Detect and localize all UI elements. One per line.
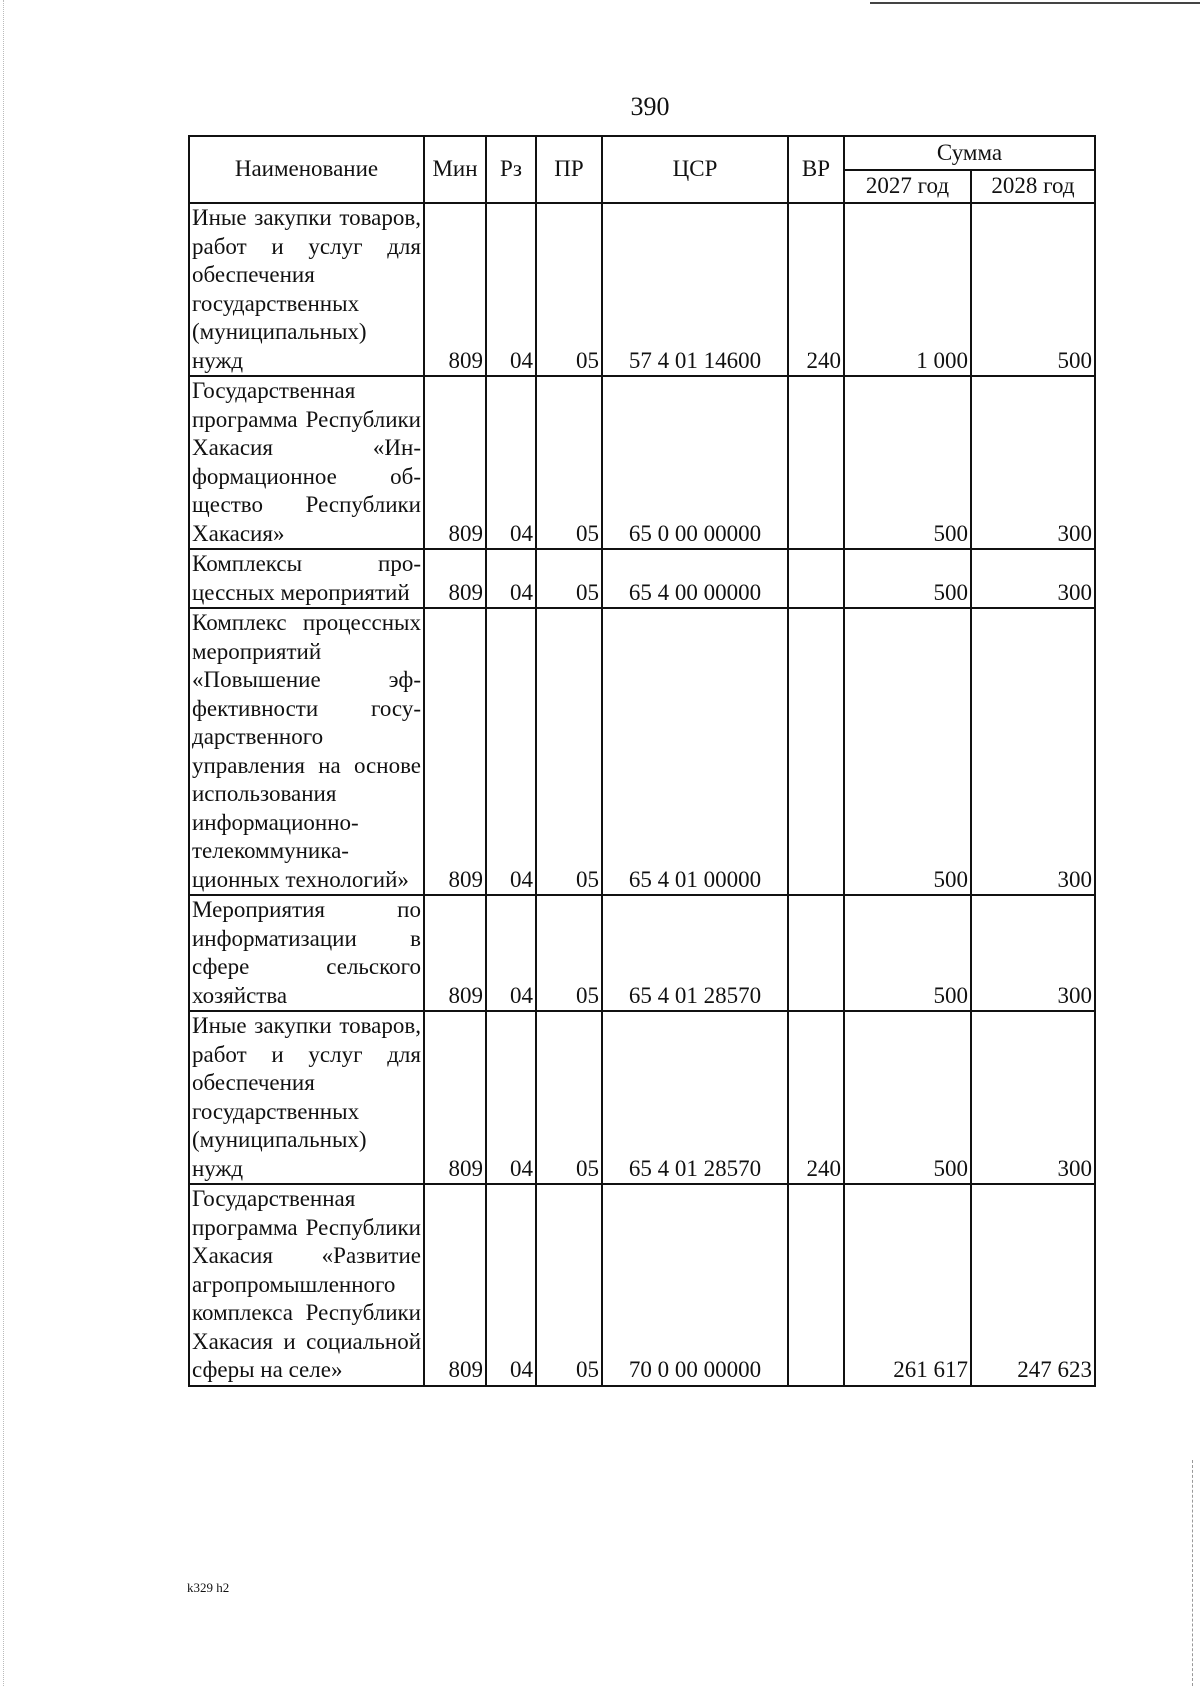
row-vr: 240 bbox=[788, 1011, 844, 1184]
row-name: Государственная программа Республики Хакасия «Развитие агропромышленного комплекса Республики Хакасия и социальной сферы на селе» bbox=[189, 1184, 424, 1386]
row-pr: 05 bbox=[536, 1011, 602, 1184]
row-name: Иные закупки товаров, работ и услуг для обеспечения государственных (муниципальных) нужд bbox=[189, 1011, 424, 1184]
row-vr bbox=[788, 608, 844, 895]
table-row bbox=[189, 376, 1095, 549]
row-2027: 1 000 bbox=[844, 203, 971, 376]
row-csr: 70 0 00 00000 bbox=[602, 1184, 788, 1386]
scan-edge-right bbox=[1192, 1460, 1193, 1686]
row-rz: 04 bbox=[486, 549, 536, 608]
row-min: 809 bbox=[424, 1011, 486, 1184]
header-rz: Рз bbox=[486, 136, 536, 203]
row-min: 809 bbox=[424, 549, 486, 608]
table-row bbox=[189, 203, 1095, 376]
row-name: Комплексы процессных мероприятий bbox=[189, 549, 424, 608]
row-rz: 04 bbox=[486, 895, 536, 1011]
row-2027: 500 bbox=[844, 549, 971, 608]
row-name: Государственная программа Республики Хакасия «Информационное общество Республики Хакасия» bbox=[189, 376, 424, 549]
header-name: Наименование bbox=[189, 136, 424, 203]
table-row bbox=[189, 1184, 1095, 1386]
row-min: 809 bbox=[424, 1184, 486, 1386]
row-vr bbox=[788, 1184, 844, 1386]
row-2027: 500 bbox=[844, 376, 971, 549]
row-vr: 240 bbox=[788, 203, 844, 376]
table-row bbox=[189, 549, 1095, 608]
row-name: Комплекс процессных мероприятий «Повышение эффективности государственного управления на основе использования информационно-телекоммуникационных технологий» bbox=[189, 608, 424, 895]
row-rz: 04 bbox=[486, 1011, 536, 1184]
row-min: 809 bbox=[424, 608, 486, 895]
row-csr: 65 4 01 28570 bbox=[602, 1011, 788, 1184]
table-row bbox=[189, 895, 1095, 1011]
row-2027: 500 bbox=[844, 1011, 971, 1184]
row-pr: 05 bbox=[536, 608, 602, 895]
row-pr: 05 bbox=[536, 895, 602, 1011]
header-pr: ПР bbox=[536, 136, 602, 203]
row-2028: 300 bbox=[971, 1011, 1095, 1184]
row-csr: 65 0 00 00000 bbox=[602, 376, 788, 549]
document-code: k329 h2 bbox=[187, 1580, 230, 1595]
row-pr: 05 bbox=[536, 203, 602, 376]
header-csr: ЦСР bbox=[602, 136, 788, 203]
row-2028: 300 bbox=[971, 895, 1095, 1011]
header-sum: Сумма bbox=[844, 136, 1095, 170]
row-rz: 04 bbox=[486, 376, 536, 549]
row-name: Мероприятия по информатизации в сфере сельского хозяйства bbox=[189, 895, 424, 1011]
row-vr bbox=[788, 376, 844, 549]
row-2027: 261 617 bbox=[844, 1184, 971, 1386]
table-row bbox=[189, 1011, 1095, 1184]
row-csr: 65 4 01 00000 bbox=[602, 608, 788, 895]
header-vr: ВР bbox=[788, 136, 844, 203]
scan-edge-left bbox=[3, 0, 4, 1686]
row-2027: 500 bbox=[844, 895, 971, 1011]
table-body bbox=[189, 203, 1095, 1386]
row-rz: 04 bbox=[486, 1184, 536, 1386]
row-rz: 04 bbox=[486, 608, 536, 895]
budget-table bbox=[188, 135, 1096, 1387]
header-year-2028: 2028 год bbox=[971, 170, 1095, 203]
header-min: Мин bbox=[424, 136, 486, 203]
row-rz: 04 bbox=[486, 203, 536, 376]
table-header bbox=[189, 136, 1095, 203]
row-2027: 500 bbox=[844, 608, 971, 895]
row-2028: 300 bbox=[971, 376, 1095, 549]
row-csr: 57 4 01 14600 bbox=[602, 203, 788, 376]
row-min: 809 bbox=[424, 376, 486, 549]
row-csr: 65 4 00 00000 bbox=[602, 549, 788, 608]
row-pr: 05 bbox=[536, 1184, 602, 1386]
row-2028: 300 bbox=[971, 549, 1095, 608]
row-2028: 247 623 bbox=[971, 1184, 1095, 1386]
page-number: 390 bbox=[630, 92, 670, 121]
row-min: 809 bbox=[424, 203, 486, 376]
header-year-2027: 2027 год bbox=[844, 170, 971, 203]
row-2028: 500 bbox=[971, 203, 1095, 376]
row-pr: 05 bbox=[536, 549, 602, 608]
row-name: Иные закупки товаров, работ и услуг для обеспечения государственных (муниципальных) нужд bbox=[189, 203, 424, 376]
row-vr bbox=[788, 549, 844, 608]
scan-edge-top bbox=[870, 2, 1200, 4]
row-2028: 300 bbox=[971, 608, 1095, 895]
row-vr bbox=[788, 895, 844, 1011]
table-row bbox=[189, 608, 1095, 895]
row-csr: 65 4 01 28570 bbox=[602, 895, 788, 1011]
row-min: 809 bbox=[424, 895, 486, 1011]
row-pr: 05 bbox=[536, 376, 602, 549]
